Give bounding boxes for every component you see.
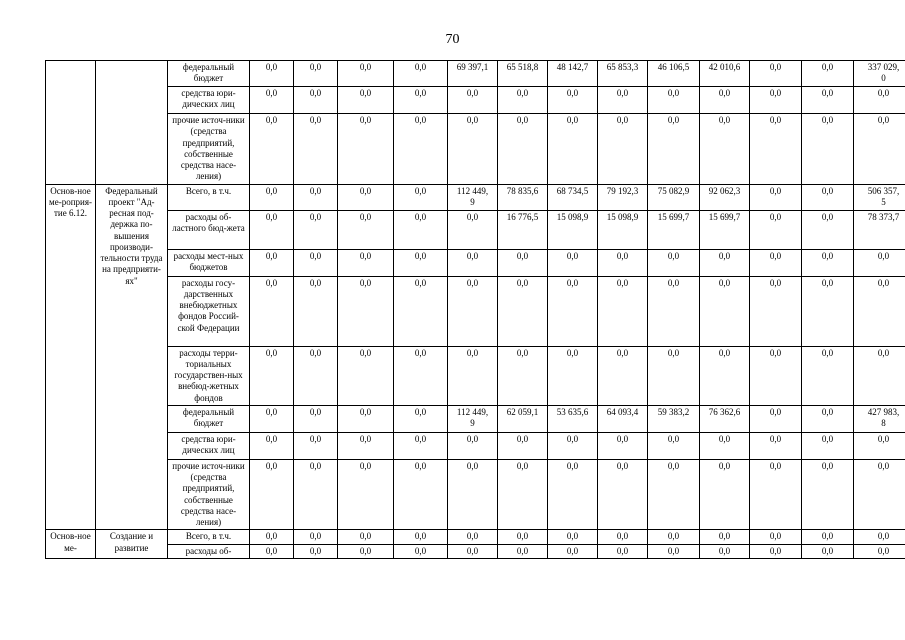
- table-row: [46, 114, 905, 185]
- value-cell: 0,0: [448, 544, 498, 558]
- value-cell: 0,0: [854, 249, 905, 276]
- value-cell: 78 373,7: [854, 210, 905, 249]
- value-cell: 0,0: [648, 249, 700, 276]
- value-cell: 0,0: [750, 249, 802, 276]
- funding-source-cell: расходы об-ластного бюд-жета: [168, 210, 250, 249]
- value-cell: 0,0: [250, 61, 294, 87]
- value-cell: 0,0: [598, 346, 648, 405]
- value-cell: 0,0: [802, 544, 854, 558]
- value-cell: 0,0: [338, 276, 394, 346]
- event-number-cell: [46, 61, 96, 185]
- value-cell: 0,0: [294, 530, 338, 544]
- value-cell: 64 093,4: [598, 405, 648, 432]
- value-cell: 0,0: [802, 114, 854, 185]
- budget-table: [45, 60, 905, 559]
- value-cell: 15 699,7: [700, 210, 750, 249]
- value-cell: 0,0: [394, 346, 448, 405]
- value-cell: 0,0: [498, 249, 548, 276]
- value-cell: 0,0: [338, 87, 394, 114]
- value-cell: 427 983, 8: [854, 405, 905, 432]
- value-cell: 0,0: [294, 405, 338, 432]
- value-cell: 0,0: [448, 114, 498, 185]
- value-cell: 0,0: [294, 249, 338, 276]
- value-cell: 0,0: [294, 346, 338, 405]
- value-cell: 0,0: [498, 276, 548, 346]
- value-cell: 78 835,6: [498, 184, 548, 210]
- value-cell: 0,0: [394, 184, 448, 210]
- value-cell: 0,0: [548, 459, 598, 530]
- value-cell: 0,0: [548, 346, 598, 405]
- value-cell: 0,0: [394, 61, 448, 87]
- value-cell: 0,0: [598, 432, 648, 459]
- value-cell: 0,0: [448, 530, 498, 544]
- value-cell: 0,0: [498, 530, 548, 544]
- value-cell: 46 106,5: [648, 61, 700, 87]
- value-cell: 0,0: [250, 405, 294, 432]
- value-cell: 0,0: [700, 114, 750, 185]
- value-cell: 48 142,7: [548, 61, 598, 87]
- table-row: [46, 184, 905, 210]
- value-cell: 0,0: [700, 276, 750, 346]
- value-cell: 16 776,5: [498, 210, 548, 249]
- value-cell: 0,0: [498, 114, 548, 185]
- event-name-cell: [96, 61, 168, 185]
- funding-source-cell: Всего, в т.ч.: [168, 184, 250, 210]
- value-cell: 75 082,9: [648, 184, 700, 210]
- funding-source-cell: расходы госу-дарственных внебюджетных фондов Россий-ской Федерации: [168, 276, 250, 346]
- value-cell: 0,0: [394, 459, 448, 530]
- value-cell: 0,0: [250, 544, 294, 558]
- value-cell: 0,0: [648, 346, 700, 405]
- value-cell: 0,0: [294, 432, 338, 459]
- funding-source-cell: прочие источ-ники (средства предприятий, собственные средства насе-ления): [168, 114, 250, 185]
- value-cell: 65 518,8: [498, 61, 548, 87]
- value-cell: 0,0: [498, 346, 548, 405]
- value-cell: 0,0: [700, 459, 750, 530]
- table-row: [46, 61, 905, 87]
- value-cell: 0,0: [294, 114, 338, 185]
- value-cell: 0,0: [250, 184, 294, 210]
- value-cell: 0,0: [338, 530, 394, 544]
- value-cell: 62 059,1: [498, 405, 548, 432]
- value-cell: 0,0: [448, 459, 498, 530]
- value-cell: 0,0: [394, 114, 448, 185]
- value-cell: 0,0: [648, 276, 700, 346]
- value-cell: 0,0: [750, 432, 802, 459]
- value-cell: 15 098,9: [598, 210, 648, 249]
- value-cell: 0,0: [750, 530, 802, 544]
- value-cell: 0,0: [854, 544, 905, 558]
- value-cell: 0,0: [802, 276, 854, 346]
- value-cell: 0,0: [294, 184, 338, 210]
- value-cell: 0,0: [338, 61, 394, 87]
- value-cell: 112 449, 9: [448, 405, 498, 432]
- table-row: [46, 346, 905, 405]
- event-name-cell: Создание и развитие: [96, 530, 168, 559]
- table-row: [46, 530, 905, 544]
- value-cell: 0,0: [338, 346, 394, 405]
- value-cell: 0,0: [294, 459, 338, 530]
- value-cell: 0,0: [750, 276, 802, 346]
- value-cell: 0,0: [338, 210, 394, 249]
- value-cell: 0,0: [802, 249, 854, 276]
- event-number-cell: Основ-ное ме-роприя-тие 6.12.: [46, 184, 96, 530]
- value-cell: 0,0: [250, 346, 294, 405]
- value-cell: 0,0: [394, 210, 448, 249]
- value-cell: 0,0: [548, 114, 598, 185]
- value-cell: 0,0: [750, 114, 802, 185]
- value-cell: 0,0: [802, 87, 854, 114]
- value-cell: 0,0: [338, 432, 394, 459]
- value-cell: 0,0: [598, 459, 648, 530]
- table-row: [46, 276, 905, 346]
- value-cell: 0,0: [548, 432, 598, 459]
- value-cell: 0,0: [394, 249, 448, 276]
- value-cell: 0,0: [598, 114, 648, 185]
- value-cell: 0,0: [294, 276, 338, 346]
- value-cell: 0,0: [700, 530, 750, 544]
- value-cell: 65 853,3: [598, 61, 648, 87]
- table-row: [46, 249, 905, 276]
- value-cell: 0,0: [448, 346, 498, 405]
- value-cell: 0,0: [250, 114, 294, 185]
- value-cell: 0,0: [394, 530, 448, 544]
- value-cell: 0,0: [250, 459, 294, 530]
- table-row: [46, 432, 905, 459]
- value-cell: 0,0: [548, 530, 598, 544]
- value-cell: 0,0: [498, 544, 548, 558]
- funding-source-cell: Всего, в т.ч.: [168, 530, 250, 544]
- value-cell: 0,0: [338, 459, 394, 530]
- value-cell: 0,0: [750, 346, 802, 405]
- value-cell: 79 192,3: [598, 184, 648, 210]
- value-cell: 0,0: [548, 87, 598, 114]
- value-cell: 0,0: [394, 405, 448, 432]
- value-cell: 0,0: [548, 544, 598, 558]
- funding-source-cell: средства юри-дических лиц: [168, 432, 250, 459]
- value-cell: 0,0: [498, 432, 548, 459]
- value-cell: 59 383,2: [648, 405, 700, 432]
- value-cell: 0,0: [498, 459, 548, 530]
- table-row: [46, 544, 905, 558]
- value-cell: 0,0: [750, 87, 802, 114]
- value-cell: 0,0: [448, 87, 498, 114]
- value-cell: 0,0: [802, 405, 854, 432]
- funding-source-cell: прочие источ-ники (средства предприятий, собственные средства насе-ления): [168, 459, 250, 530]
- value-cell: 0,0: [854, 87, 905, 114]
- value-cell: 0,0: [294, 61, 338, 87]
- value-cell: 0,0: [854, 114, 905, 185]
- value-cell: 0,0: [854, 276, 905, 346]
- value-cell: 0,0: [250, 530, 294, 544]
- value-cell: 0,0: [648, 114, 700, 185]
- value-cell: 0,0: [448, 249, 498, 276]
- value-cell: 0,0: [854, 346, 905, 405]
- value-cell: 15 699,7: [648, 210, 700, 249]
- value-cell: 0,0: [648, 544, 700, 558]
- value-cell: 0,0: [802, 432, 854, 459]
- event-number-cell: Основ-ное ме-: [46, 530, 96, 559]
- value-cell: 0,0: [854, 530, 905, 544]
- table-row: [46, 87, 905, 114]
- value-cell: 0,0: [750, 184, 802, 210]
- value-cell: 0,0: [750, 459, 802, 530]
- value-cell: 0,0: [394, 544, 448, 558]
- event-name-cell: Федеральный проект "Ад-ресная под-держка по-вышения производи-тельности труда на предприяти-ях": [96, 184, 168, 530]
- value-cell: 0,0: [750, 61, 802, 87]
- value-cell: 0,0: [338, 544, 394, 558]
- value-cell: 0,0: [802, 459, 854, 530]
- value-cell: 0,0: [598, 544, 648, 558]
- value-cell: 0,0: [802, 210, 854, 249]
- value-cell: 0,0: [802, 530, 854, 544]
- value-cell: 0,0: [854, 459, 905, 530]
- value-cell: 0,0: [394, 432, 448, 459]
- value-cell: 506 357, 5: [854, 184, 905, 210]
- value-cell: 0,0: [338, 114, 394, 185]
- page-number: 70: [445, 32, 460, 47]
- table-row: [46, 459, 905, 530]
- value-cell: 0,0: [448, 210, 498, 249]
- funding-source-cell: федеральный бюджет: [168, 405, 250, 432]
- value-cell: 0,0: [750, 544, 802, 558]
- value-cell: 0,0: [648, 530, 700, 544]
- funding-source-cell: расходы терри-ториальных государствен-ных внебюд-жетных фондов: [168, 346, 250, 405]
- value-cell: 0,0: [598, 249, 648, 276]
- value-cell: 0,0: [598, 276, 648, 346]
- value-cell: 0,0: [598, 87, 648, 114]
- value-cell: 337 029, 0: [854, 61, 905, 87]
- value-cell: 0,0: [250, 87, 294, 114]
- value-cell: 0,0: [250, 210, 294, 249]
- value-cell: 0,0: [338, 184, 394, 210]
- value-cell: 42 010,6: [700, 61, 750, 87]
- value-cell: 0,0: [648, 432, 700, 459]
- value-cell: 0,0: [750, 405, 802, 432]
- funding-source-cell: федеральный бюджет: [168, 61, 250, 87]
- value-cell: 0,0: [700, 432, 750, 459]
- value-cell: 0,0: [394, 87, 448, 114]
- value-cell: 0,0: [294, 210, 338, 249]
- value-cell: 0,0: [548, 249, 598, 276]
- value-cell: 15 098,9: [548, 210, 598, 249]
- value-cell: 0,0: [338, 249, 394, 276]
- value-cell: 68 734,5: [548, 184, 598, 210]
- value-cell: 53 635,6: [548, 405, 598, 432]
- value-cell: 0,0: [294, 544, 338, 558]
- value-cell: 0,0: [802, 61, 854, 87]
- value-cell: 0,0: [648, 87, 700, 114]
- value-cell: 0,0: [802, 346, 854, 405]
- funding-source-cell: расходы мест-ных бюджетов: [168, 249, 250, 276]
- value-cell: 0,0: [338, 405, 394, 432]
- value-cell: 0,0: [700, 346, 750, 405]
- value-cell: 0,0: [448, 276, 498, 346]
- value-cell: 0,0: [648, 459, 700, 530]
- value-cell: 0,0: [250, 249, 294, 276]
- funding-source-cell: расходы об-: [168, 544, 250, 558]
- value-cell: 0,0: [394, 276, 448, 346]
- value-cell: 0,0: [548, 276, 598, 346]
- value-cell: 0,0: [854, 432, 905, 459]
- table-row: [46, 210, 905, 249]
- funding-source-cell: средства юри-дических лиц: [168, 87, 250, 114]
- value-cell: 0,0: [700, 87, 750, 114]
- value-cell: 0,0: [498, 87, 548, 114]
- value-cell: 0,0: [448, 432, 498, 459]
- value-cell: 76 362,6: [700, 405, 750, 432]
- value-cell: 0,0: [700, 249, 750, 276]
- value-cell: 0,0: [700, 544, 750, 558]
- value-cell: 69 397,1: [448, 61, 498, 87]
- value-cell: 92 062,3: [700, 184, 750, 210]
- value-cell: 0,0: [802, 184, 854, 210]
- value-cell: 0,0: [250, 432, 294, 459]
- value-cell: 112 449, 9: [448, 184, 498, 210]
- table-row: [46, 405, 905, 432]
- value-cell: 0,0: [250, 276, 294, 346]
- value-cell: 0,0: [750, 210, 802, 249]
- value-cell: 0,0: [598, 530, 648, 544]
- value-cell: 0,0: [294, 87, 338, 114]
